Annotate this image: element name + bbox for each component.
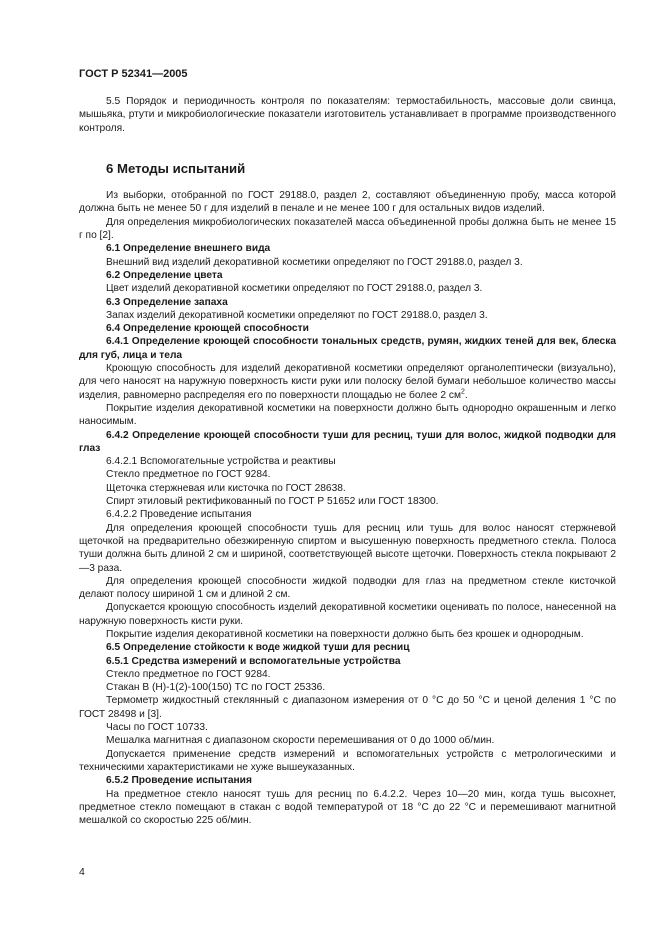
paragraph: Стакан В (Н)-1(2)-100(150) ТС по ГОСТ 25336.: [106, 682, 326, 694]
subsection-heading: 6.5 Определение стойкости к воде жидкой туши для ресниц: [106, 642, 410, 654]
paragraph: Часы по ГОСТ 10733.: [106, 722, 208, 734]
subsection-heading: 6.5.1 Средства измерений и вспомогательные устройства: [106, 655, 401, 667]
subsection-heading: 6.3 Определение запаха: [106, 296, 228, 308]
paragraph-text: Кроющую способность для изделий декоративной косметики определяют органолептически (визуально), для чего наносят на наружную поверхность кисти руки или полоску белой бумаги небольшое количество массы изделия, равномерно распределяя его по поверхности площадью не более 2 см: [79, 363, 616, 401]
period: .: [464, 389, 468, 401]
paragraph: Для определения кроющей способности тушь для ресниц или тушь для волос наносят стержневой щеточкой на предварительно обезжиренную спиртом и высушенную поверхность предметного стекла. Полоса туши должна быть длиной 2 см и шириной, соответствующей высоте щеточки. Поверхность стекла покрывают 2—3 раза.: [79, 522, 616, 574]
paragraph: Щеточка стержневая или кисточка по ГОСТ 28638.: [106, 482, 346, 494]
subsection-heading: 6.1 Определение внешнего вида: [106, 243, 271, 255]
paragraph: 5.5 Порядок и периодичность контроля по показателям: термостабильность, массовые доли свинца, мышьяка, ртути и микробиологические показатели изготовитель устанавливает в программе производственного контроля.: [79, 96, 616, 134]
paragraph: Из выборки, отобранной по ГОСТ 29188.0, раздел 2, составляют объединенную пробу, масса которой должна быть не менее 50 г для изделий в пенале и не менее 100 г для остальных видов изделий.: [79, 190, 616, 215]
paragraph: Допускается кроющую способность изделий декоративной косметики оценивать по полосе, нанесенной на наружную поверхность кисти руки.: [79, 602, 616, 627]
page-number: 4: [79, 866, 85, 878]
paragraph: Стекло предметное по ГОСТ 9284.: [106, 469, 271, 481]
paragraph: Для определения микробиологических показателей масса объединенной пробы должна быть не менее 15 г по [2].: [79, 216, 616, 242]
paragraph: Для определения кроющей способности жидкой подводки для глаз на предметном стекле кисточкой делают полосу шириной 1 см и длиной 2 см.: [79, 575, 616, 601]
paragraph: Термометр жидкостный стеклянный с диапазоном измерения от 0 °С до 50 °С и ценой деления 1 °С по ГОСТ 28498 и [3].: [79, 695, 616, 720]
paragraph: Допускается применение средств измерений и вспомогательных устройств с метрологическими и техническими характеристиками не хуже вышеуказанных.: [79, 748, 616, 773]
paragraph: Мешалка магнитная с диапазоном скорости перемешивания от 0 до 1000 об/мин.: [106, 735, 495, 747]
subsection-heading: 6.4.2 Определение кроющей способности туши для ресниц, туши для волос, жидкой подводки для глаз: [79, 429, 616, 454]
document-body: [79, 95, 616, 827]
paragraph: 6.4.2.1 Вспомогательные устройства и реактивы: [106, 456, 336, 468]
paragraph: Покрытие изделия декоративной косметики на поверхности должно быть однородно окрашенным и легко наносимым.: [79, 402, 616, 428]
paragraph: Спирт этиловый ректификованный по ГОСТ Р 51652 или ГОСТ 18300.: [106, 496, 439, 508]
superscript: 2: [461, 388, 465, 396]
paragraph: Внешний вид изделий декоративной косметики определяют по ГОСТ 29188.0, раздел 3.: [106, 256, 523, 268]
document-header: ГОСТ Р 52341—2005: [79, 68, 188, 80]
paragraph: Цвет изделий декоративной косметики определяют по ГОСТ 29188.0, раздел 3.: [106, 283, 483, 295]
paragraph: Покрытие изделия декоративной косметики на поверхности должно быть без крошек и однородным.: [106, 628, 584, 640]
paragraph: [79, 362, 616, 402]
subsection-heading: 6.5.2 Проведение испытания: [106, 775, 252, 787]
paragraph: Стекло предметное по ГОСТ 9284.: [106, 668, 271, 680]
paragraph: Запах изделий декоративной косметики определяют по ГОСТ 29188.0, раздел 3.: [106, 309, 488, 321]
subsection-heading: 6.4.1 Определение кроющей способности тональных средств, румян, жидких теней для век, блеска для губ, лица и тела: [79, 336, 616, 361]
paragraph: На предметное стекло наносят тушь для ресниц по 6.4.2.2. Через 10—20 мин, когда тушь высохнет, предметное стекло помещают в стакан с водой температурой от 18 °С до 22 °С и перемешивают магнитной мешалкой со скоростью 225 об/мин.: [79, 788, 616, 827]
paragraph: 6.4.2.2 Проведение испытания: [106, 509, 252, 521]
section-heading: 6 Методы испытаний: [106, 160, 246, 176]
subsection-heading: 6.4 Определение кроющей способности: [106, 323, 309, 335]
subsection-heading: 6.2 Определение цвета: [106, 269, 223, 281]
